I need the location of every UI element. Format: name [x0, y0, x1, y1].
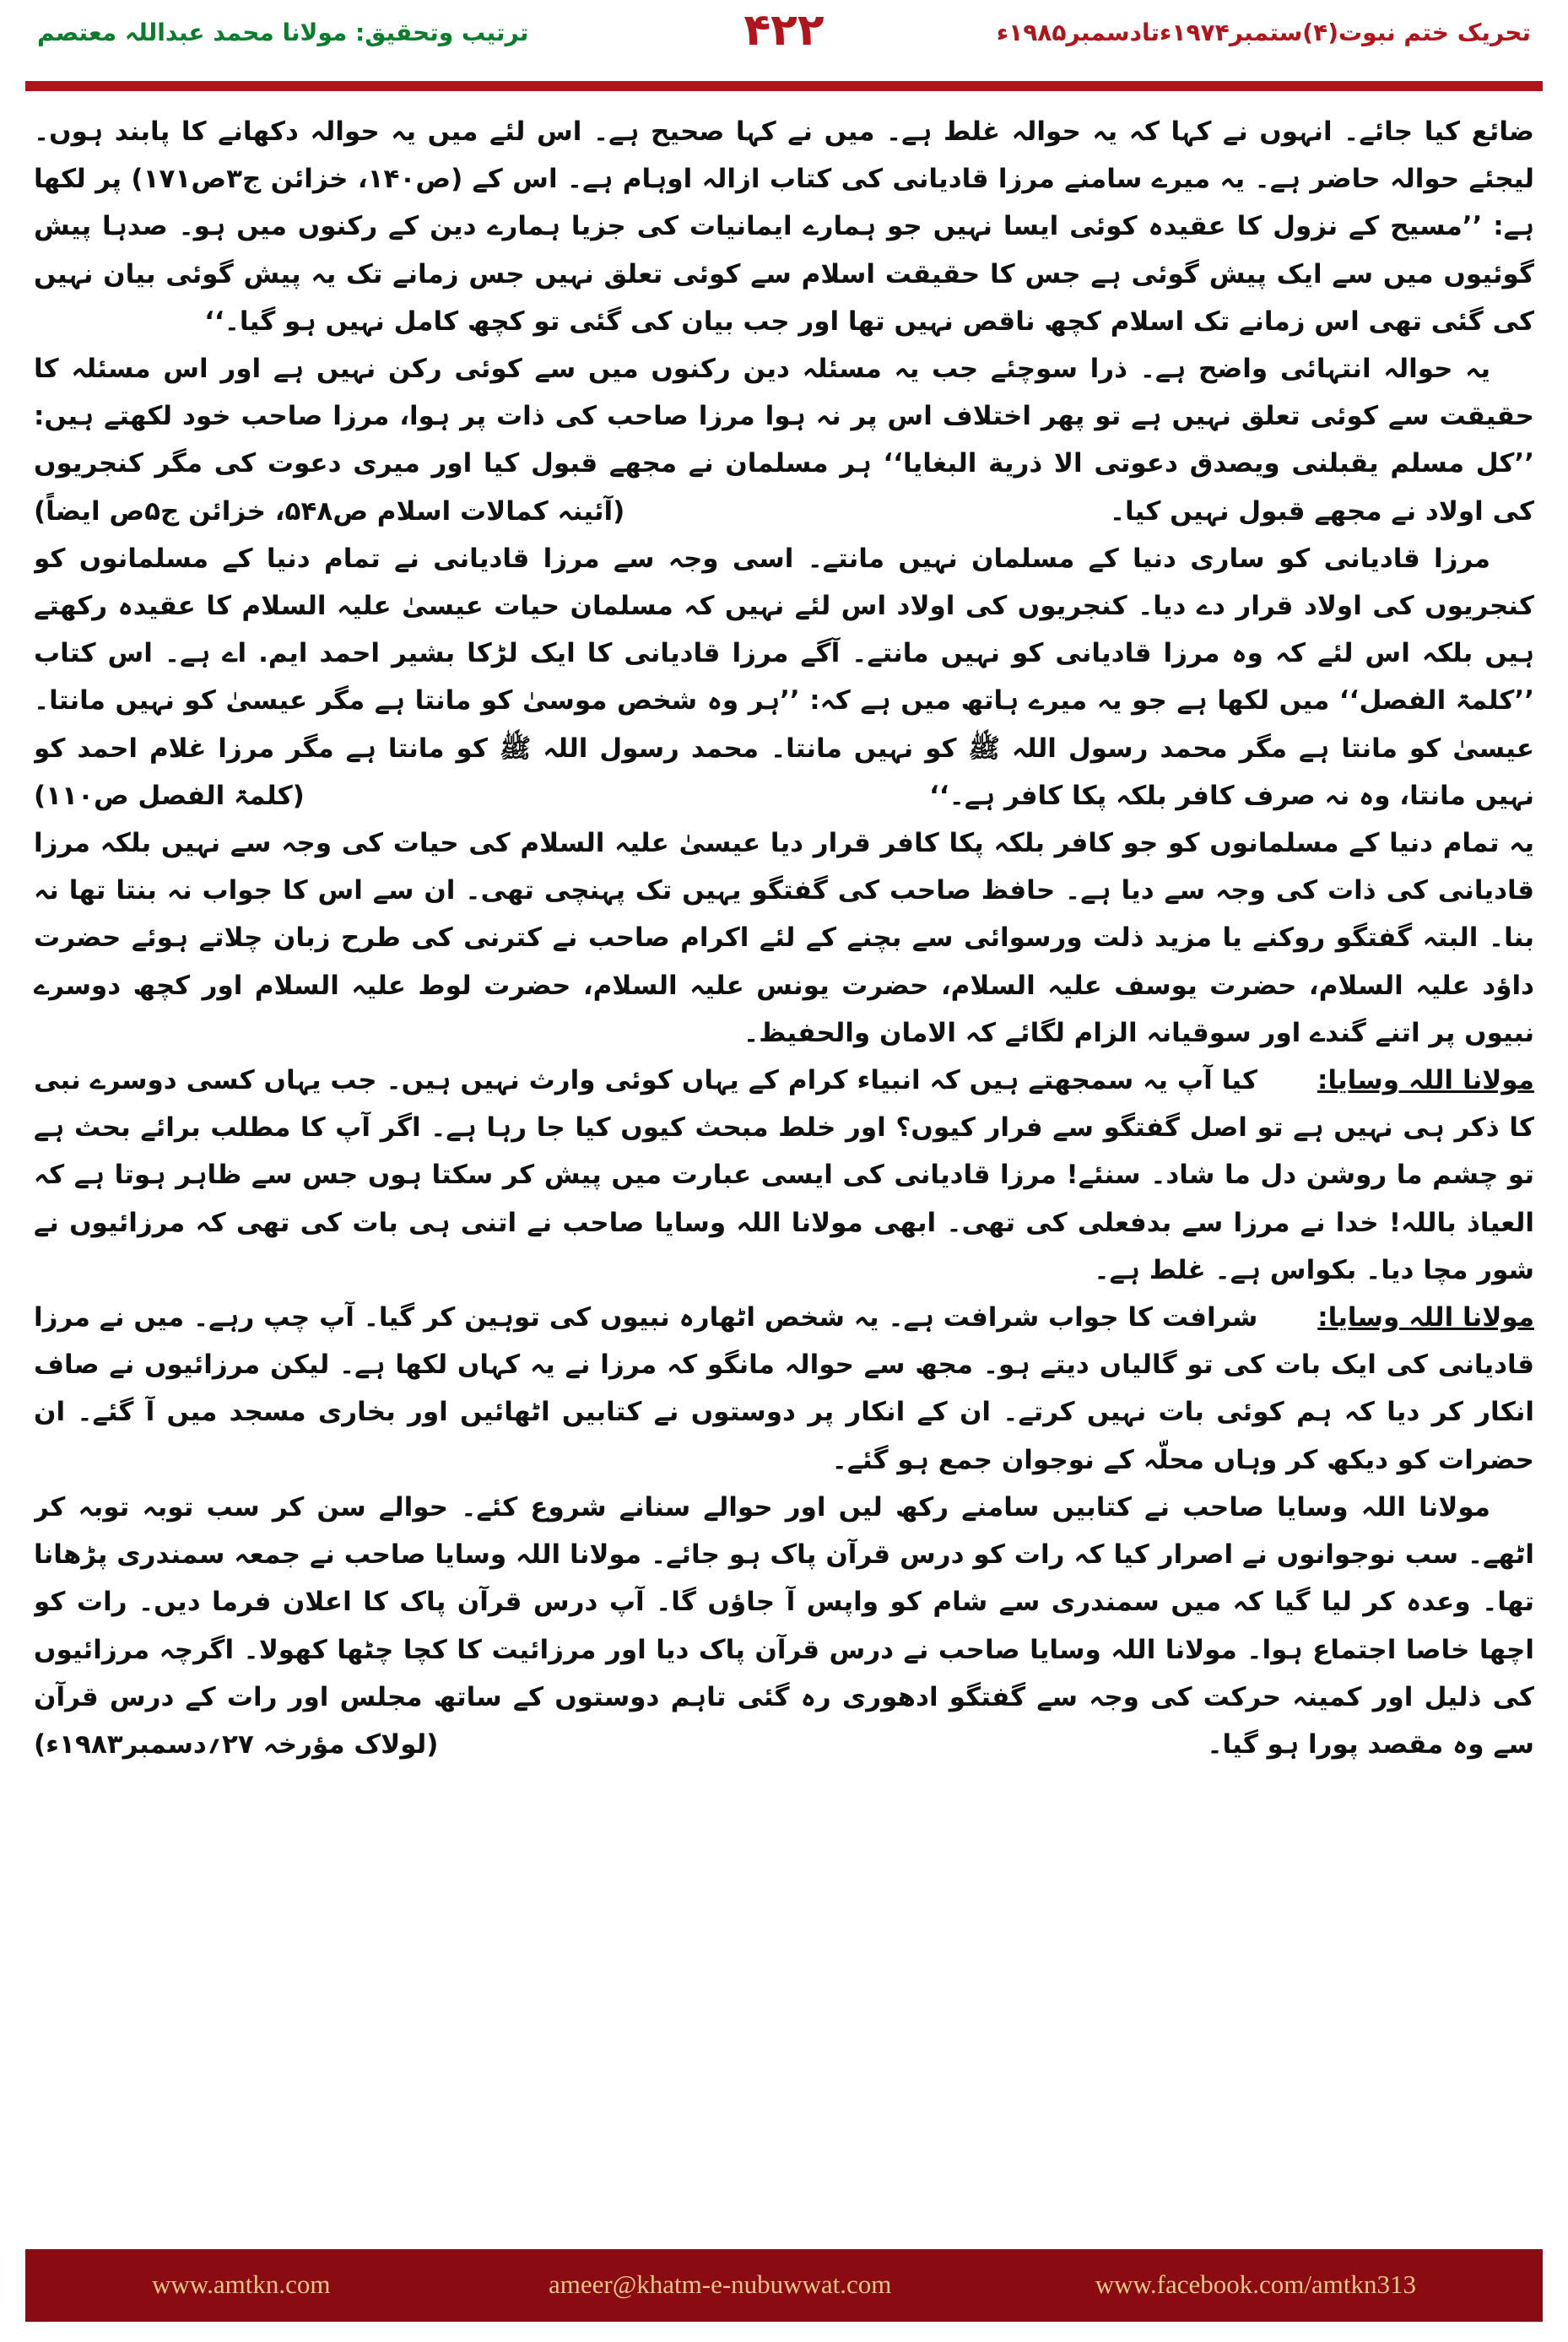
paragraph-6 [34, 1294, 1534, 1484]
header-divider [25, 81, 1543, 91]
page-footer [25, 2249, 1543, 2322]
reference-aina: (آئینہ کمالات اسلام ص۵۴۸، خزائن ج۵ص ایضاً) [34, 495, 625, 527]
article-body [34, 108, 1534, 2231]
paragraph-3 [34, 535, 1534, 819]
page-header [25, 0, 1543, 81]
paragraph-6-text: شرافت کا جواب شرافت ہے۔ یہ شخص اٹھارہ نبیوں کی توہین کر گیا۔ آپ چپ رہے۔ میں نے مرزا قادیانی کی ایک بات کی تو گالیاں دیتے ہو۔ مجھ سے حوالہ مانگو کہ مرزا نے یہ کہاں لکھا ہے۔ لیکن مرزائیوں نے صاف انکار کر دیا کہ ہم کوئی بات نہیں کرتے۔ ان کے انکار پر دوستوں نے کتابیں اٹھائیں اور بخاری مسجد میں آ گئے۔ ان حضرات کو دیکھ کر وہاں محلّہ کے نوجوان جمع ہو گئے۔ [34, 1302, 1534, 1475]
website-link[interactable]: www.amtkn.com [152, 2269, 331, 2299]
paragraph-5 [34, 1057, 1534, 1294]
paragraph-7 [34, 1484, 1534, 1768]
paragraph-2-text: یہ حوالہ انتہائی واضح ہے۔ ذرا سوچئے جب یہ مسئلہ دین رکنوں میں سے کوئی رکن نہیں ہے اور اس مسئلہ کا حقیقت سے کوئی تعلق نہیں ہے تو پھر اختلاف اس پر نہ ہوا مرزا صاحب کی ذات پر ہوا، مرزا صاحب خود لکھتے ہیں: ’’کل مسلم یقبلنی ویصدق دعوتی الا ذریة البغایا‘‘ ہر مسلمان نے مجھے قبول کیا اور میری دعوت کی مگر کنجریوں کی اولاد نے مجھے قبول نہیں کیا۔ [34, 354, 1534, 527]
paragraph-2 [34, 345, 1534, 535]
paragraph-5-text: کیا آپ یہ سمجھتے ہیں کہ انبیاء کرام کے یہاں کوئی وارث نہیں ہیں۔ جب یہاں کسی دوسرے نبی کا ذکر ہی نہیں ہے تو اصل گفتگو سے فرار کیوں؟ اور خلط مبحث کیوں کیا جا رہا ہے۔ اگر آپ کا مطلب برائے بحث ہے تو چشم ما روشن دل ما شاد۔ سنئے! مرزا قادیانی کی ایسی عبارت میں پیش کر سکتا ہوں جس سے ظاہر ہوتا ہے کہ العیاذ باللہ! خدا نے مرزا سے بدفعلی کی تھی۔ ابھی مولانا اللہ وسایا صاحب نے اتنی ہی بات کی تھی کہ مرزائیوں نے شور مچا دیا۔ بکواس ہے۔ غلط ہے۔ [34, 1065, 1534, 1285]
paragraph-3-text: مرزا قادیانی کو ساری دنیا کے مسلمان نہیں مانتے۔ اسی وجہ سے مرزا قادیانی نے تمام دنیا کے مسلمانوں کو کنجریوں کی اولاد قرار دے دیا۔ کنجریوں کی اولاد اس لئے نہیں کہ مسلمان حیات عیسیٰ علیہ السلام کا عقیدہ رکھتے ہیں بلکہ اس لئے کہ وہ مرزا قادیانی کو نہیں مانتے۔ آگے مرزا قادیانی کا ایک لڑکا بشیر احمد ایم. اے ہے۔ اس کتاب ’’کلمۃ الفصل‘‘ میں لکھا ہے جو یہ میرے ہاتھ میں ہے کہ: ’’ہر وہ شخص موسیٰ کو مانتا ہے مگر عیسیٰ کو نہیں مانتا۔ عیسیٰ کو مانتا ہے مگر محمد رسول اللہ ﷺ کو نہیں مانتا۔ محمد رسول اللہ ﷺ کو مانتا ہے مگر مرزا غلام احمد کو نہیں مانتا، وہ نہ صرف کافر بلکہ پکا کافر ہے۔‘‘ [34, 543, 1534, 811]
compiler-credit: ترتیب وتحقیق: مولانا محمد عبداللہ معتصم [37, 19, 529, 46]
speaker-label-1: مولانا اللہ وسایا: [1317, 1065, 1534, 1096]
reference-laulak: (لولاک مؤرخہ ۲۷؍دسمبر۱۹۸۳ء) [34, 1728, 439, 1760]
page-number: ۴۲۲ [743, 5, 825, 56]
speaker-label-2: مولانا اللہ وسایا: [1317, 1302, 1534, 1333]
facebook-link[interactable]: www.facebook.com/amtkn313 [1095, 2269, 1416, 2299]
book-title: تحریک ختم نبوت(۴)ستمبر۱۹۷۴ءتادسمبر۱۹۸۵ء [996, 19, 1531, 46]
paragraph-1: ضائع کیا جائے۔ انہوں نے کہا کہ یہ حوالہ غلط ہے۔ میں نے کہا صحیح ہے۔ اس لئے میں یہ حوالہ دکھانے کا پابند ہوں۔ لیجئے حوالہ حاضر ہے۔ یہ میرے سامنے مرزا قادیانی کی کتاب ازالہ اوہام ہے۔ اس کے (ص۱۴۰، خزائن ج۳ص۱۷۱) پر لکھا ہے: ’’مسیح کے نزول کا عقیدہ کوئی ایسا نہیں جو ہمارے ایمانیات کی جزیا ہمارے دین کے رکنوں میں ہو۔ صدہا پیش گوئیوں میں سے ایک پیش گوئی ہے جس کا حقیقت اسلام سے کوئی تعلق نہیں جس زمانے تک یہ پیش گوئی بیان نہیں کی گئی تھی اس زمانے تک اسلام کچھ ناقص نہیں تھا اور جب بیان کی گئی تو کچھ کامل نہیں ہو گیا۔‘‘ [34, 116, 1534, 337]
email-link[interactable]: ameer@khatm-e-nubuwwat.com [549, 2269, 892, 2299]
reference-kalima: (کلمۃ الفصل ص۱۱۰) [34, 780, 305, 811]
paragraph-4: یہ تمام دنیا کے مسلمانوں کو جو کافر بلکہ پکا کافر قرار دیا عیسیٰ علیہ السلام کی حیات کی وجہ سے نہیں بلکہ مرزا قادیانی کی ذات کی وجہ سے دیا ہے۔ حافظ صاحب کی گفتگو یہیں تک پہنچی تھی۔ ان سے اس کا جواب نہ بنتا تھا نہ بنا۔ البتہ گفتگو روکنے یا مزید ذلت ورسوائی سے بچنے کے لئے اکرام صاحب نے کترنی کی طرح زبان چلاتے ہوئے حضرت داؤد علیہ السلام، حضرت یوسف علیہ السلام، حضرت یونس علیہ السلام، حضرت لوط علیہ السلام اور کچھ دوسرے نبیوں پر اتنے گندے اور سوقیانہ الزام لگائے کہ الامان والحفیظ۔ [34, 828, 1534, 1048]
paragraph-7-text: مولانا اللہ وسایا صاحب نے کتابیں سامنے رکھ لیں اور حوالے سنانے شروع کئے۔ حوالے سن کر سب توبہ توبہ کر اٹھے۔ سب نوجوانوں نے اصرار کیا کہ رات کو درس قرآن پاک ہو جائے۔ مولانا اللہ وسایا صاحب نے جمعہ سمندری پڑھانا تھا۔ وعدہ کر لیا گیا کہ میں سمندری سے شام کو واپس آ جاؤں گا۔ آپ درس قرآن پاک کا اعلان فرما دیں۔ رات کو اچھا خاصا اجتماع ہوا۔ مولانا اللہ وسایا صاحب نے درس قرآن پاک دیا اور مرزائیت کا کچا چٹھا کھولا۔ اگرچہ مرزائیوں کی ذلیل اور کمینہ حرکت کی وجہ سے گفتگو ادھوری رہ گئی تاہم دوستوں کے ساتھ مجلس اور رات کے درس قرآن سے وہ مقصد پورا ہو گیا۔ [34, 1491, 1534, 1760]
